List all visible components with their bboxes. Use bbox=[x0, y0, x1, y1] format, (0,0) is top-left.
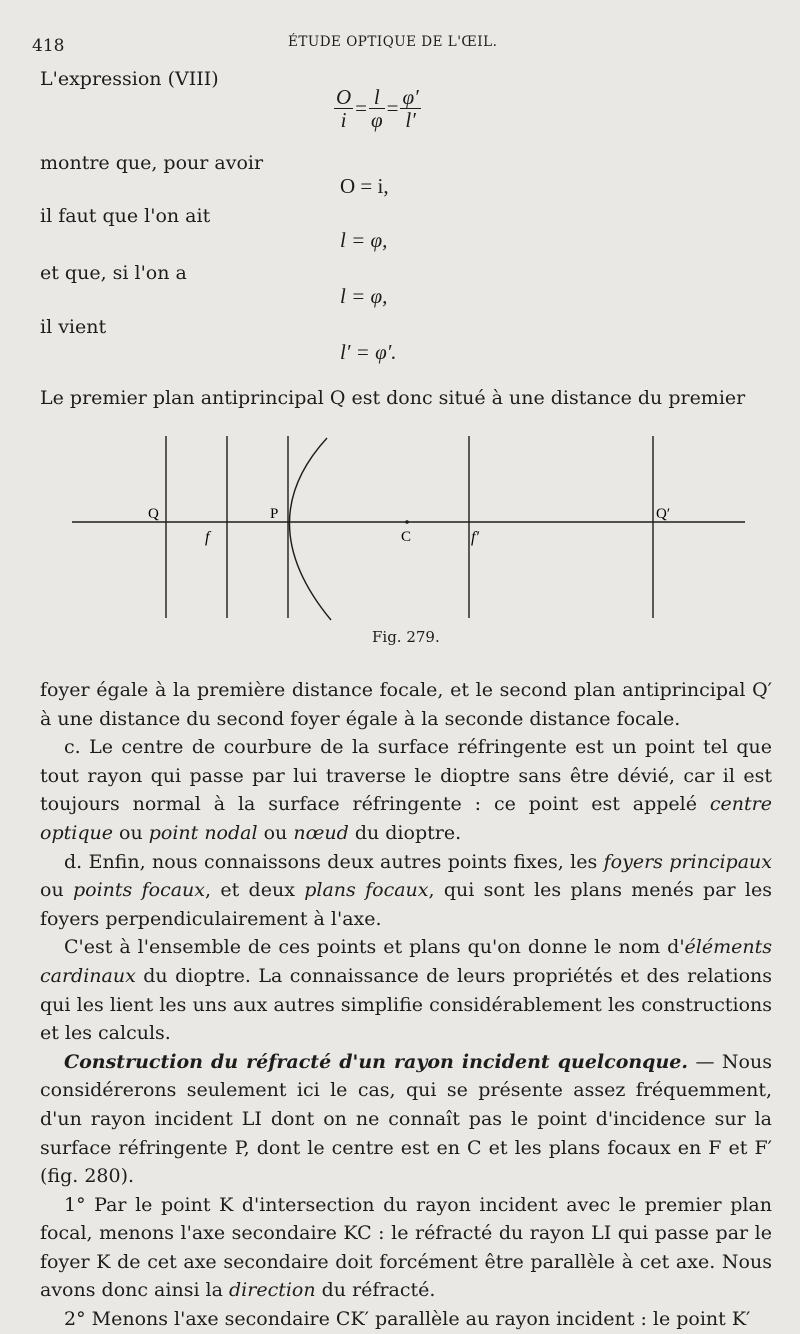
intro-line-4: il vient bbox=[40, 316, 107, 338]
label-C: C bbox=[401, 529, 412, 545]
fraction-3: $\frac{\varphi'}{l'}$ bbox=[402, 85, 419, 132]
paragraph-step-1: 1° Par le point K d'intersection du rayon incident avec le premier plan focal, menons l'axe secondaire KC : le réfracté du rayon LI qui passe par le foyer K de cet axe secondaire doit forcément être parallèle à cet axe. Nous avons donc ainsi la direction du réfracté. bbox=[40, 1193, 772, 1302]
fraction-equation: $\frac{O}{i}$ = $\frac{l}{\varphi}$ = $\frac{\varphi'}{l'}$ bbox=[336, 85, 419, 132]
figure-caption: Fig. 279. bbox=[372, 628, 440, 646]
paragraph-d: d. Enfin, nous connaissons deux autres points fixes, les foyers principaux ou points focaux, et deux plans focaux, qui sont les plans menés par les foyers perpendiculairement à l'axe. bbox=[40, 850, 773, 930]
paragraph-c: c. Le centre de courbure de la surface réfringente est un point tel que tout rayon qui passe par lui traverse le dioptre sans être dévié, car il est toujours normal à la surface réfringente : ce point est appelé centre optique ou point nodal ou nœud du dioptre. bbox=[40, 736, 772, 844]
body-text bbox=[40, 676, 772, 1334]
paragraph-cardinal-elements: C'est à l'ensemble de ces points et plans qu'on donne le nom d'éléments cardinaux du dioptre. La connaissance de leurs propriétés et des relations qui les lient les uns aux autres simplifie considérablement les constructions et les calculs. bbox=[40, 936, 772, 1045]
refracting-surface-arc bbox=[289, 438, 331, 620]
intro-expression: L'expression (VIII) bbox=[40, 68, 219, 90]
figure-279-diagram bbox=[0, 420, 800, 630]
paragraph-construction: Construction du réfracté d'un rayon incident quelconque. — Nous considérerons seulement ici le cas, qui se présente assez fréquemment, d'un rayon incident LI dont on ne connaît pas le point d'incidence sur la surface réfringente P, dont le centre est en C et les plans focaux en F et F′ (fig. 280). bbox=[40, 1050, 772, 1188]
intro-line-3: et que, si l'on a bbox=[40, 262, 187, 284]
label-f-prime: f′ bbox=[471, 529, 479, 546]
paragraph-step-2: 2° Menons l'axe secondaire CK′ parallèle au rayon incident : le point K′ bbox=[64, 1308, 751, 1331]
label-P: P bbox=[270, 506, 279, 522]
fraction-2: $\frac{l}{\varphi}$ bbox=[371, 85, 383, 132]
label-Q: Q bbox=[148, 506, 159, 522]
equation-3: l = φ, bbox=[340, 284, 388, 308]
page-number: 418 bbox=[32, 36, 65, 56]
paragraph-before-figure: Le premier plan antiprincipal Q est donc situé à une distance du premier bbox=[40, 387, 746, 409]
label-Q-prime: Q′ bbox=[656, 506, 671, 522]
label-f: f bbox=[205, 529, 210, 546]
intro-line-2: il faut que l'on ait bbox=[40, 205, 211, 227]
equation-1: O = i, bbox=[340, 174, 389, 198]
fraction-1: $\frac{O}{i}$ bbox=[336, 85, 352, 132]
equation-2: l = φ, bbox=[340, 228, 388, 252]
page-header bbox=[32, 30, 770, 56]
running-head: ÉTUDE OPTIQUE DE L'ŒIL. bbox=[288, 34, 498, 50]
paragraph-1: foyer égale à la première distance focale, et le second plan antiprincipal Q′ à une distance du second foyer égale à la seconde distance focale. bbox=[40, 679, 772, 730]
equation-4: l′ = φ′. bbox=[340, 340, 397, 364]
center-point-C bbox=[405, 520, 409, 524]
intro-line-1: montre que, pour avoir bbox=[40, 152, 264, 174]
section-heading: Construction du réfracté d'un rayon incident quelconque. bbox=[64, 1050, 688, 1073]
